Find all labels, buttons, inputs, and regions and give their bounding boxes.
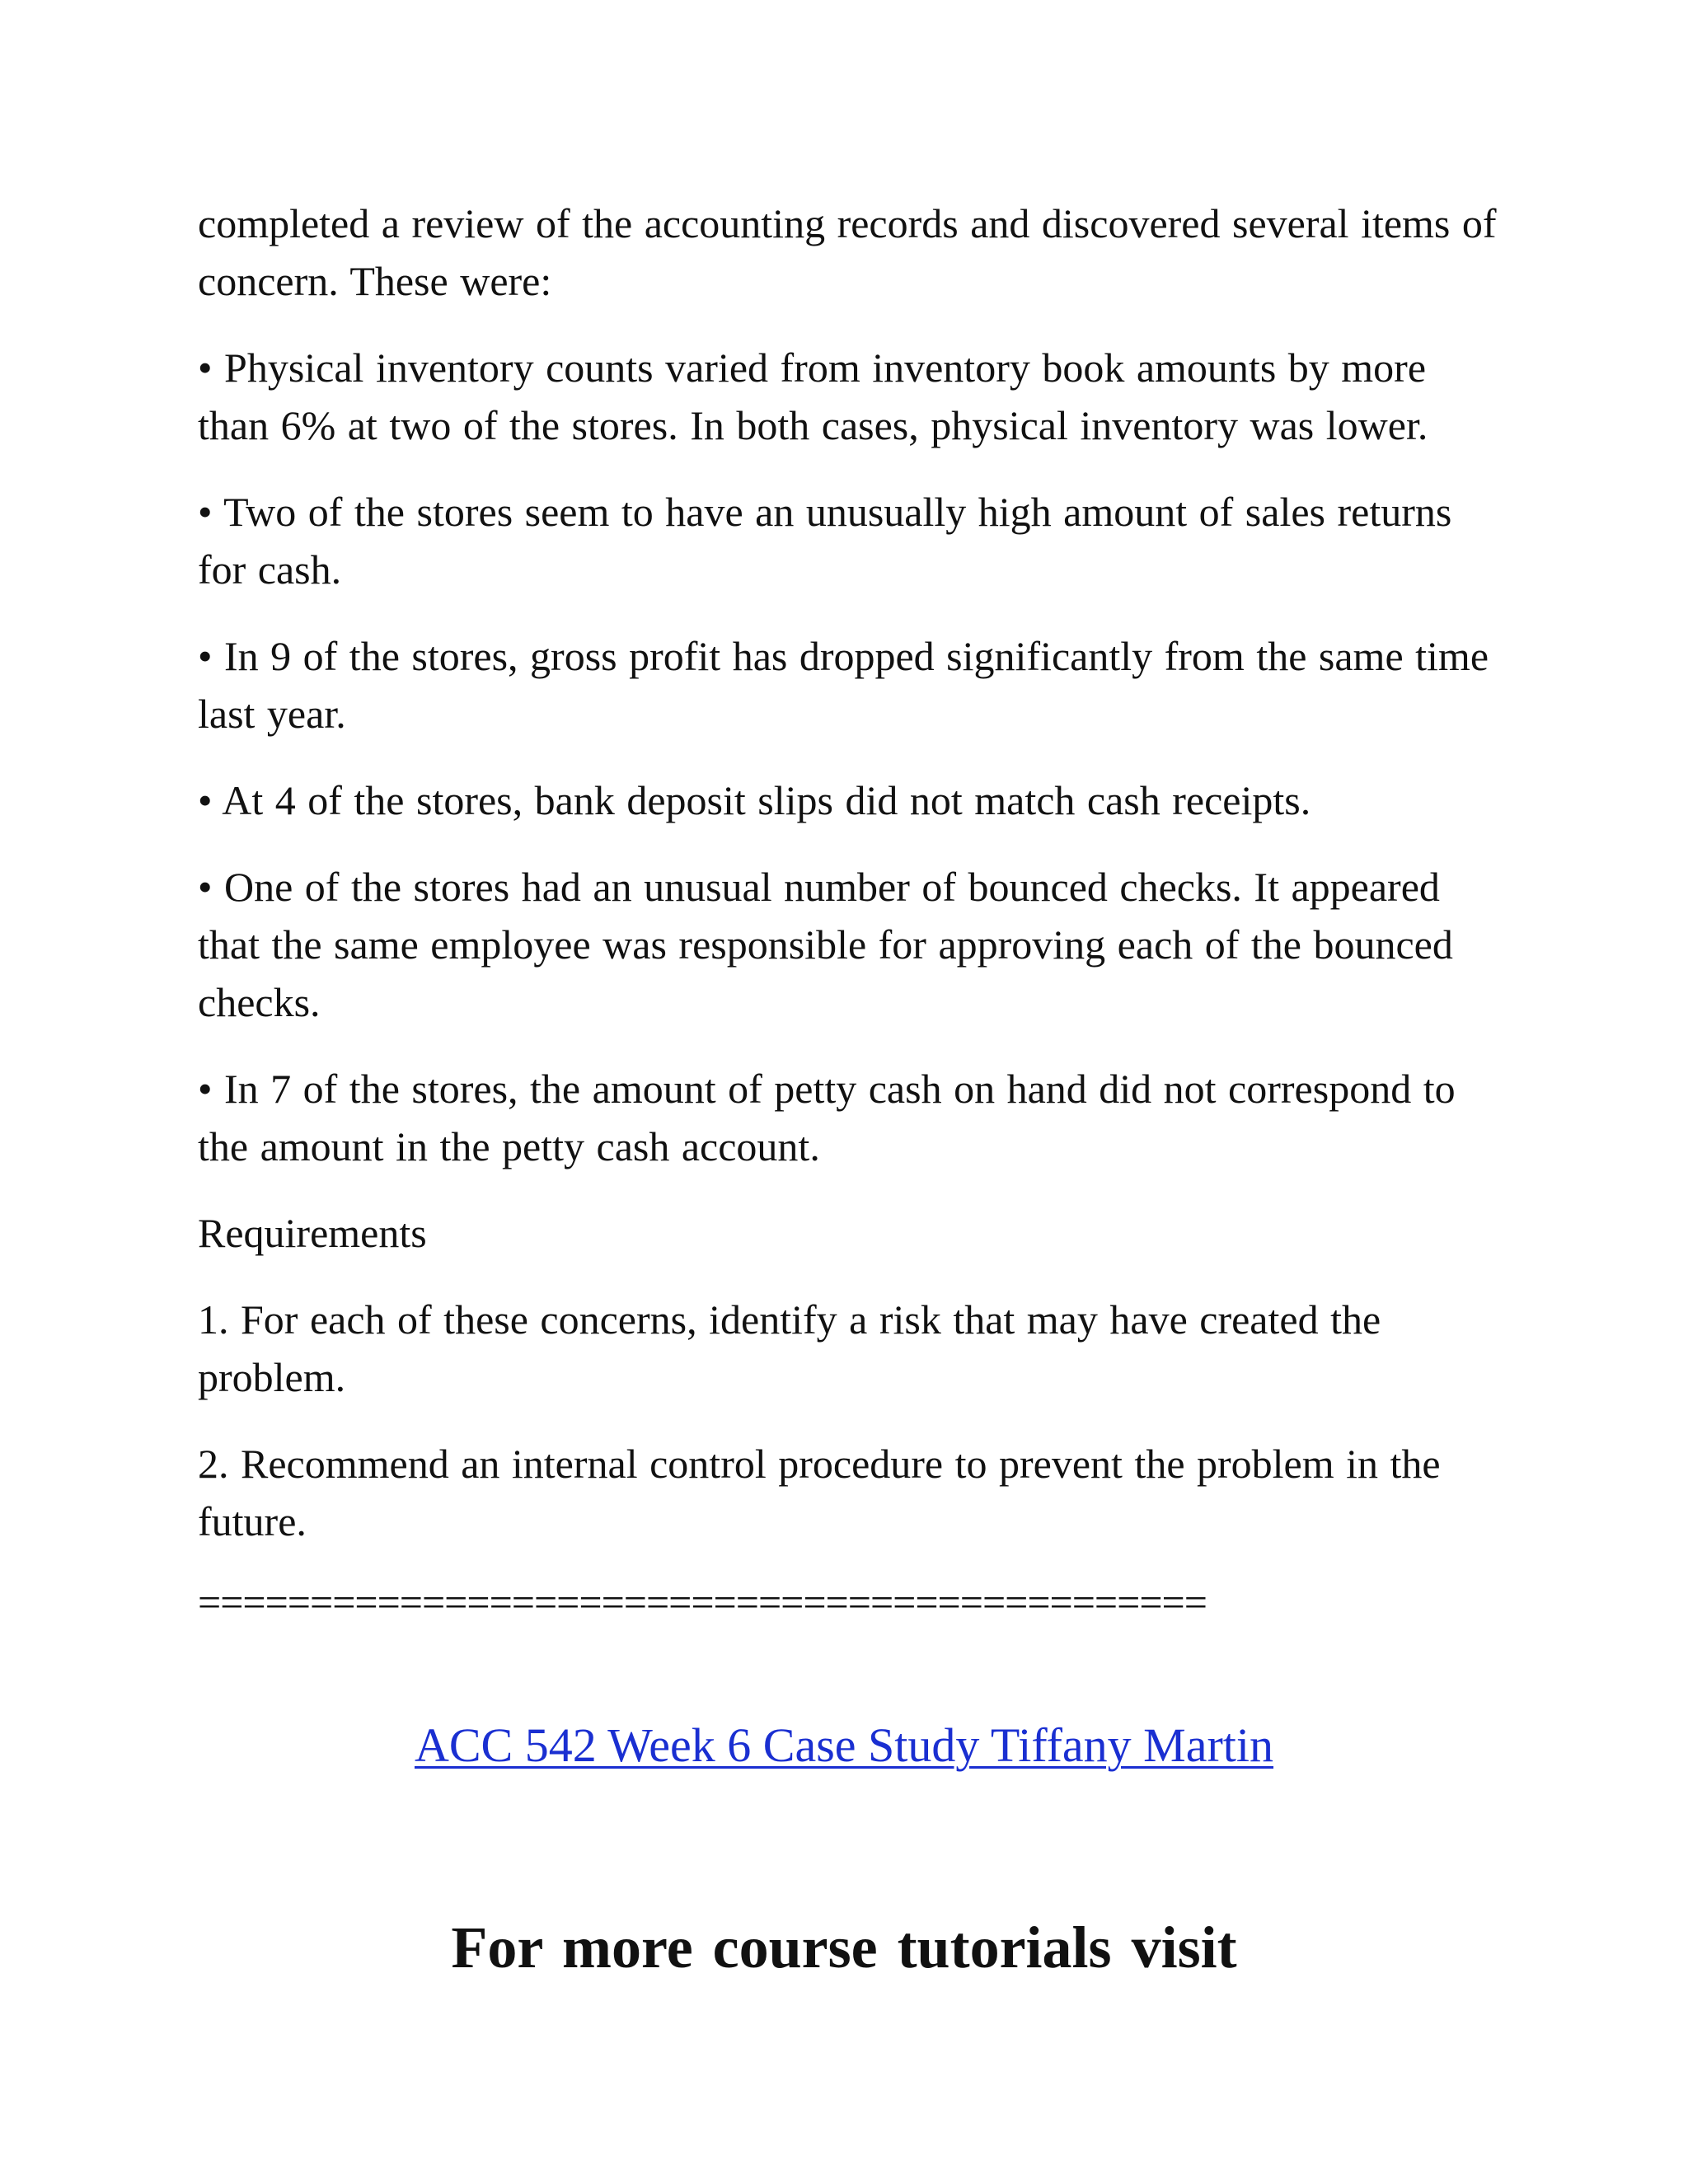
requirement-item-2: 2. Recommend an internal control procedure to prevent the problem in the future. (198, 1441, 1441, 1544)
concern-bullet-sales-returns: • Two of the stores seem to have an unusually high amount of sales returns for cash. (198, 489, 1452, 593)
concern-bullet-deposit-slips: • At 4 of the stores, bank deposit slips did not match cash receipts. (198, 777, 1311, 823)
footer-container (0, 1910, 1688, 1985)
concern-bullet-bounced-checks: • One of the stores had an unusual number of bounced checks. It appeared that the same employee was responsible for approving each of the bounced checks. (198, 864, 1453, 1025)
concern-bullet-inventory: • Physical inventory counts varied from inventory book amounts by more than 6% at two of the stores. In both cases, physical inventory was lower. (198, 344, 1428, 448)
link-container (0, 1713, 1688, 1779)
document-body (198, 194, 1500, 1631)
divider-line: ============================================= (198, 1579, 1207, 1625)
footer-heading: For more course tutorials visit (451, 1915, 1237, 1980)
requirement-item-1: 1. For each of these concerns, identify a risk that may have created the problem. (198, 1296, 1381, 1400)
requirements-heading: Requirements (198, 1210, 427, 1256)
concern-bullet-gross-profit: • In 9 of the stores, gross profit has dropped significantly from the same time last year. (198, 633, 1489, 737)
concern-bullet-petty-cash: • In 7 of the stores, the amount of petty cash on hand did not correspond to the amount in the petty cash account. (198, 1066, 1456, 1169)
case-study-link[interactable]: ACC 542 Week 6 Case Study Tiffany Martin (414, 1718, 1274, 1772)
intro-paragraph: completed a review of the accounting records and discovered several items of concern. These were: (198, 200, 1497, 304)
